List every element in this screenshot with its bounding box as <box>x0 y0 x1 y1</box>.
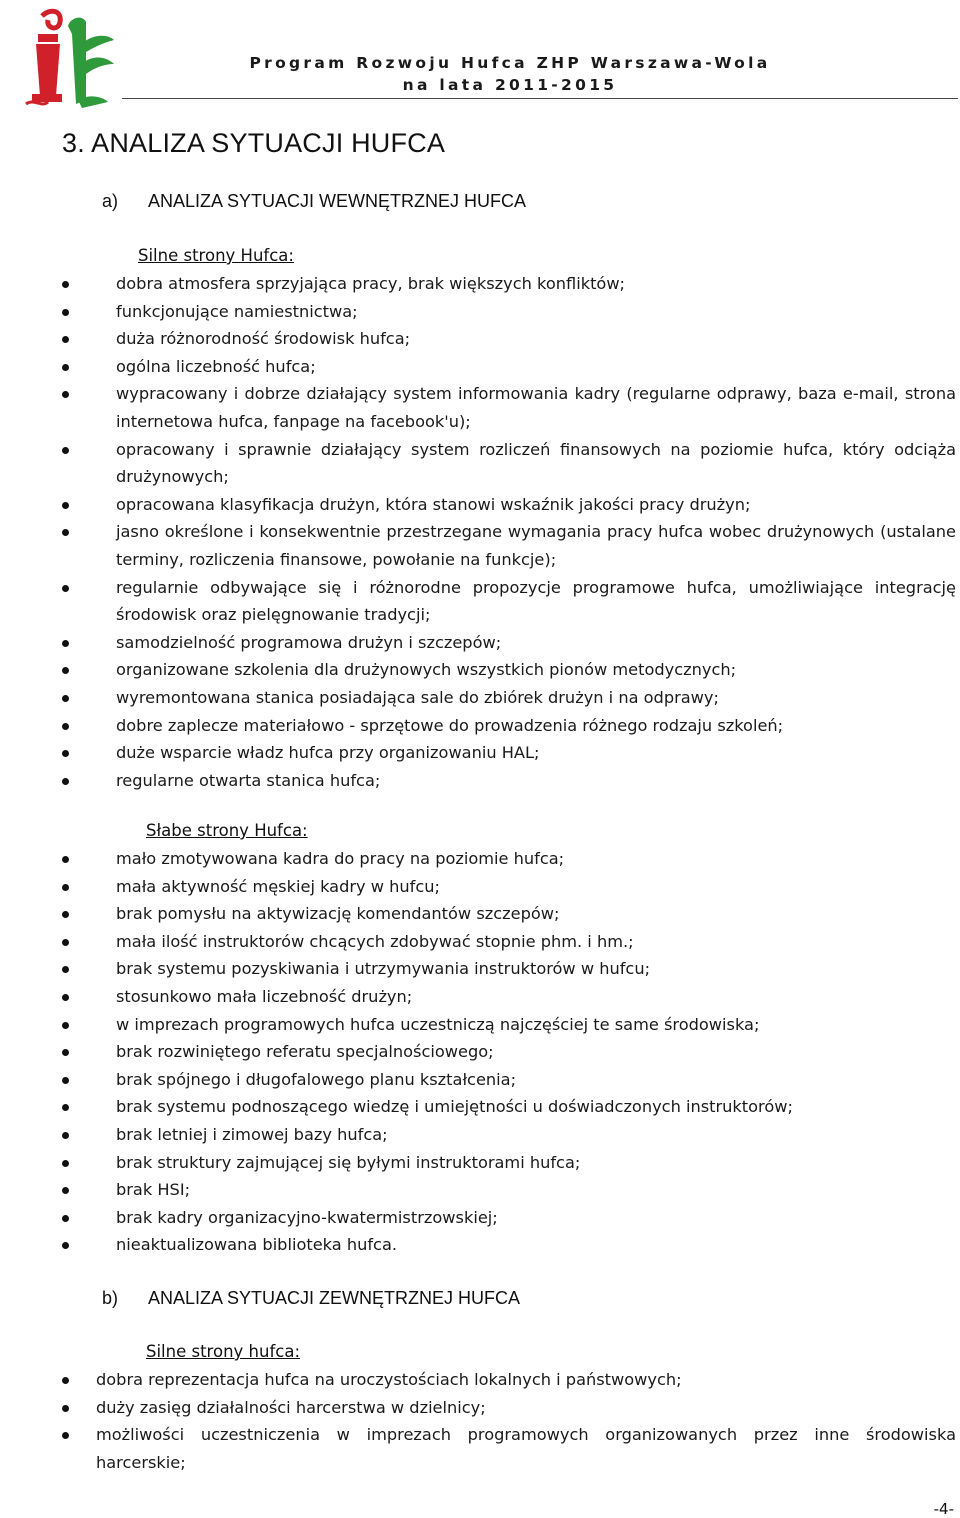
list-item-text: samodzielność programowa drużyn i szczepów; <box>116 632 502 652</box>
list-item-text: brak kadry organizacyjno-kwatermistrzowskiej; <box>116 1207 498 1227</box>
list-item-text: mała aktywność męskiej kadry w hufcu; <box>116 876 440 896</box>
bullet-icon <box>62 856 69 863</box>
list-item <box>116 1149 956 1177</box>
list-item <box>116 983 956 1011</box>
bullet-icon <box>62 1377 69 1384</box>
list-item-text: duża różnorodność środowisk hufca; <box>116 329 411 349</box>
list-item-text: brak pomysłu na aktywizację komendantów szczepów; <box>116 904 560 924</box>
bullet-icon <box>62 884 69 891</box>
list-item-text: brak systemu pozyskiwania i utrzymywania instruktorów w hufcu; <box>116 959 651 979</box>
list-item <box>116 629 956 657</box>
list-item <box>116 928 956 956</box>
bullet-icon <box>62 1077 69 1084</box>
list-item-text: możliwości uczestniczenia w imprezach programowych organizowanych przez inne środowiska harcerskie; <box>96 1425 956 1472</box>
list-item <box>116 270 956 298</box>
list-item <box>116 353 956 381</box>
bullet-icon <box>62 750 69 757</box>
list-item <box>116 1121 956 1149</box>
list-item-text: dobra reprezentacja hufca na uroczystościach lokalnych i państwowych; <box>96 1370 682 1389</box>
bullet-icon <box>62 1242 69 1249</box>
list-item-text: brak struktury zajmującej się byłymi instruktorami hufca; <box>116 1152 581 1172</box>
bullet-icon <box>62 309 69 316</box>
internal-weaknesses-list <box>116 845 956 1259</box>
internal-weaknesses-heading: Słabe strony Hufca: <box>146 821 308 840</box>
external-strengths-heading: Silne strony hufca: <box>146 1342 301 1361</box>
bullet-icon <box>62 391 69 398</box>
bullet-icon <box>62 723 69 730</box>
list-item <box>116 767 956 795</box>
list-item <box>116 1093 956 1121</box>
list-item-text: wyremontowana stanica posiadająca sale do zbiórek drużyn i na odprawy; <box>116 687 719 707</box>
bullet-icon <box>62 911 69 918</box>
bullet-icon <box>62 585 69 592</box>
bullet-icon <box>62 1049 69 1056</box>
list-item <box>116 739 956 767</box>
part-b-label: b) <box>102 1288 119 1308</box>
part-b-title: ANALIZA SYTUACJI ZEWNĘTRZNEJ HUFCA <box>148 1288 521 1308</box>
list-item <box>116 900 956 928</box>
bullet-icon <box>62 1132 69 1139</box>
list-item-text: brak spójnego i długofalowego planu kształcenia; <box>116 1069 517 1089</box>
document-header <box>246 52 774 96</box>
list-item-text: brak rozwiniętego referatu specjalnościowego; <box>116 1042 494 1062</box>
bullet-icon <box>62 966 69 973</box>
list-item <box>116 1204 956 1232</box>
list-item-text: duże wsparcie władz hufca przy organizowaniu HAL; <box>116 743 540 763</box>
list-item-text: mała ilość instruktorów chcących zdobywać stopnie phm. i hm.; <box>116 931 634 951</box>
list-item-text: opracowany i sprawnie działający system rozliczeń finansowych na poziomie hufca, który odciąża drużynowych; <box>116 439 956 487</box>
list-item <box>116 491 956 519</box>
list-item-text: regularnie odbywające się i różnorodne propozycje programowe hufca, umożliwiające integrację środowisk oraz pielęgnowanie tradycji; <box>116 577 956 625</box>
list-item-text: opracowana klasyfikacja drużyn, która stanowi wskaźnik jakości pracy drużyn; <box>116 494 751 514</box>
list-item-text: regularne otwarta stanica hufca; <box>116 770 381 790</box>
bullet-icon <box>62 447 69 454</box>
list-item <box>96 1421 956 1476</box>
bullet-icon <box>62 1215 69 1222</box>
list-item <box>116 518 956 573</box>
list-item-text: wypracowany i dobrze działający system informowania kadry (regularne odprawy, baza e-mail, strona internetowa hufca, fanpage na facebook'u); <box>116 384 956 431</box>
header-program-title: Program Rozwoju Hufca ZHP Warszawa-Wola <box>249 54 771 72</box>
bullet-icon <box>62 939 69 946</box>
part-a-label: a) <box>102 191 119 211</box>
list-item <box>116 1176 956 1204</box>
list-item-text: ogólna liczebność hufca; <box>116 356 316 376</box>
header-rule <box>122 98 958 99</box>
bullet-icon <box>62 529 69 536</box>
list-item-text: organizowane szkolenia dla drużynowych wszystkich pionów metodycznych; <box>116 660 737 680</box>
bullet-icon <box>62 640 69 647</box>
list-item-text: jasno określone i konsekwentnie przestrzegane wymagania pracy hufca wobec drużynowych (ustalane terminy, rozliczenia finansowe, powołanie na funkcje); <box>116 522 956 569</box>
list-item-text: funkcjonujące namiestnictwa; <box>116 301 358 321</box>
list-item <box>116 1231 956 1259</box>
bullet-icon <box>62 667 69 674</box>
list-item-text: stosunkowo mała liczebność drużyn; <box>116 986 413 1006</box>
list-item-text: nieaktualizowana biblioteka hufca. <box>116 1235 398 1255</box>
bullet-icon <box>62 778 69 785</box>
list-item <box>116 298 956 326</box>
bullet-icon <box>62 364 69 371</box>
list-item <box>116 380 956 435</box>
list-item <box>116 325 956 353</box>
list-item <box>116 955 956 983</box>
list-item-text: dobra atmosfera sprzyjająca pracy, brak większych konfliktów; <box>116 274 626 293</box>
list-item <box>116 1011 956 1039</box>
external-strengths-list <box>96 1366 956 1476</box>
internal-strengths-list <box>116 270 956 794</box>
list-item-text: mało zmotywowana kadra do pracy na poziomie hufca; <box>116 849 565 868</box>
bullet-icon <box>62 1432 69 1439</box>
list-item <box>116 656 956 684</box>
list-item <box>116 574 956 629</box>
bullet-icon <box>62 336 69 343</box>
bullet-icon <box>62 502 69 509</box>
list-item-text: brak letniej i zimowej bazy hufca; <box>116 1124 388 1144</box>
list-item-text: brak systemu podnoszącego wiedzę i umiejętności u doświadczonych instruktorów; <box>116 1097 793 1117</box>
part-b-heading <box>102 1288 520 1309</box>
list-item <box>116 1038 956 1066</box>
list-item <box>96 1394 956 1422</box>
list-item <box>116 873 956 901</box>
list-item <box>116 712 956 740</box>
list-item-text: brak HSI; <box>116 1180 191 1200</box>
bullet-icon <box>62 1022 69 1029</box>
internal-strengths-heading: Silne strony Hufca: <box>138 246 294 265</box>
part-a-heading <box>102 191 526 212</box>
list-item <box>116 1066 956 1094</box>
list-item-text: dobre zaplecze materiałowo - sprzętowe do prowadzenia różnego rodzaju szkoleń; <box>116 715 784 735</box>
part-a-title: ANALIZA SYTUACJI WEWNĘTRZNEJ HUFCA <box>148 191 527 211</box>
bullet-icon <box>62 1104 69 1111</box>
bullet-icon <box>62 1187 69 1194</box>
page-number: -4- <box>933 1500 954 1518</box>
bullet-icon <box>62 1160 69 1167</box>
header-years: na lata 2011-2015 <box>402 76 618 94</box>
list-item <box>116 845 956 873</box>
list-item <box>116 684 956 712</box>
list-item <box>96 1366 956 1394</box>
list-item <box>116 436 956 491</box>
hufiec-logo <box>22 4 120 110</box>
list-item-text: duży zasięg działalności harcerstwa w dzielnicy; <box>96 1397 486 1417</box>
bullet-icon <box>62 695 69 702</box>
section-title: 3. ANALIZA SYTUACJI HUFCA <box>62 128 446 158</box>
bullet-icon <box>62 1405 69 1412</box>
bullet-icon <box>62 281 69 288</box>
list-item-text: w imprezach programowych hufca uczestniczą najczęściej te same środowiska; <box>116 1014 760 1034</box>
bullet-icon <box>62 994 69 1001</box>
